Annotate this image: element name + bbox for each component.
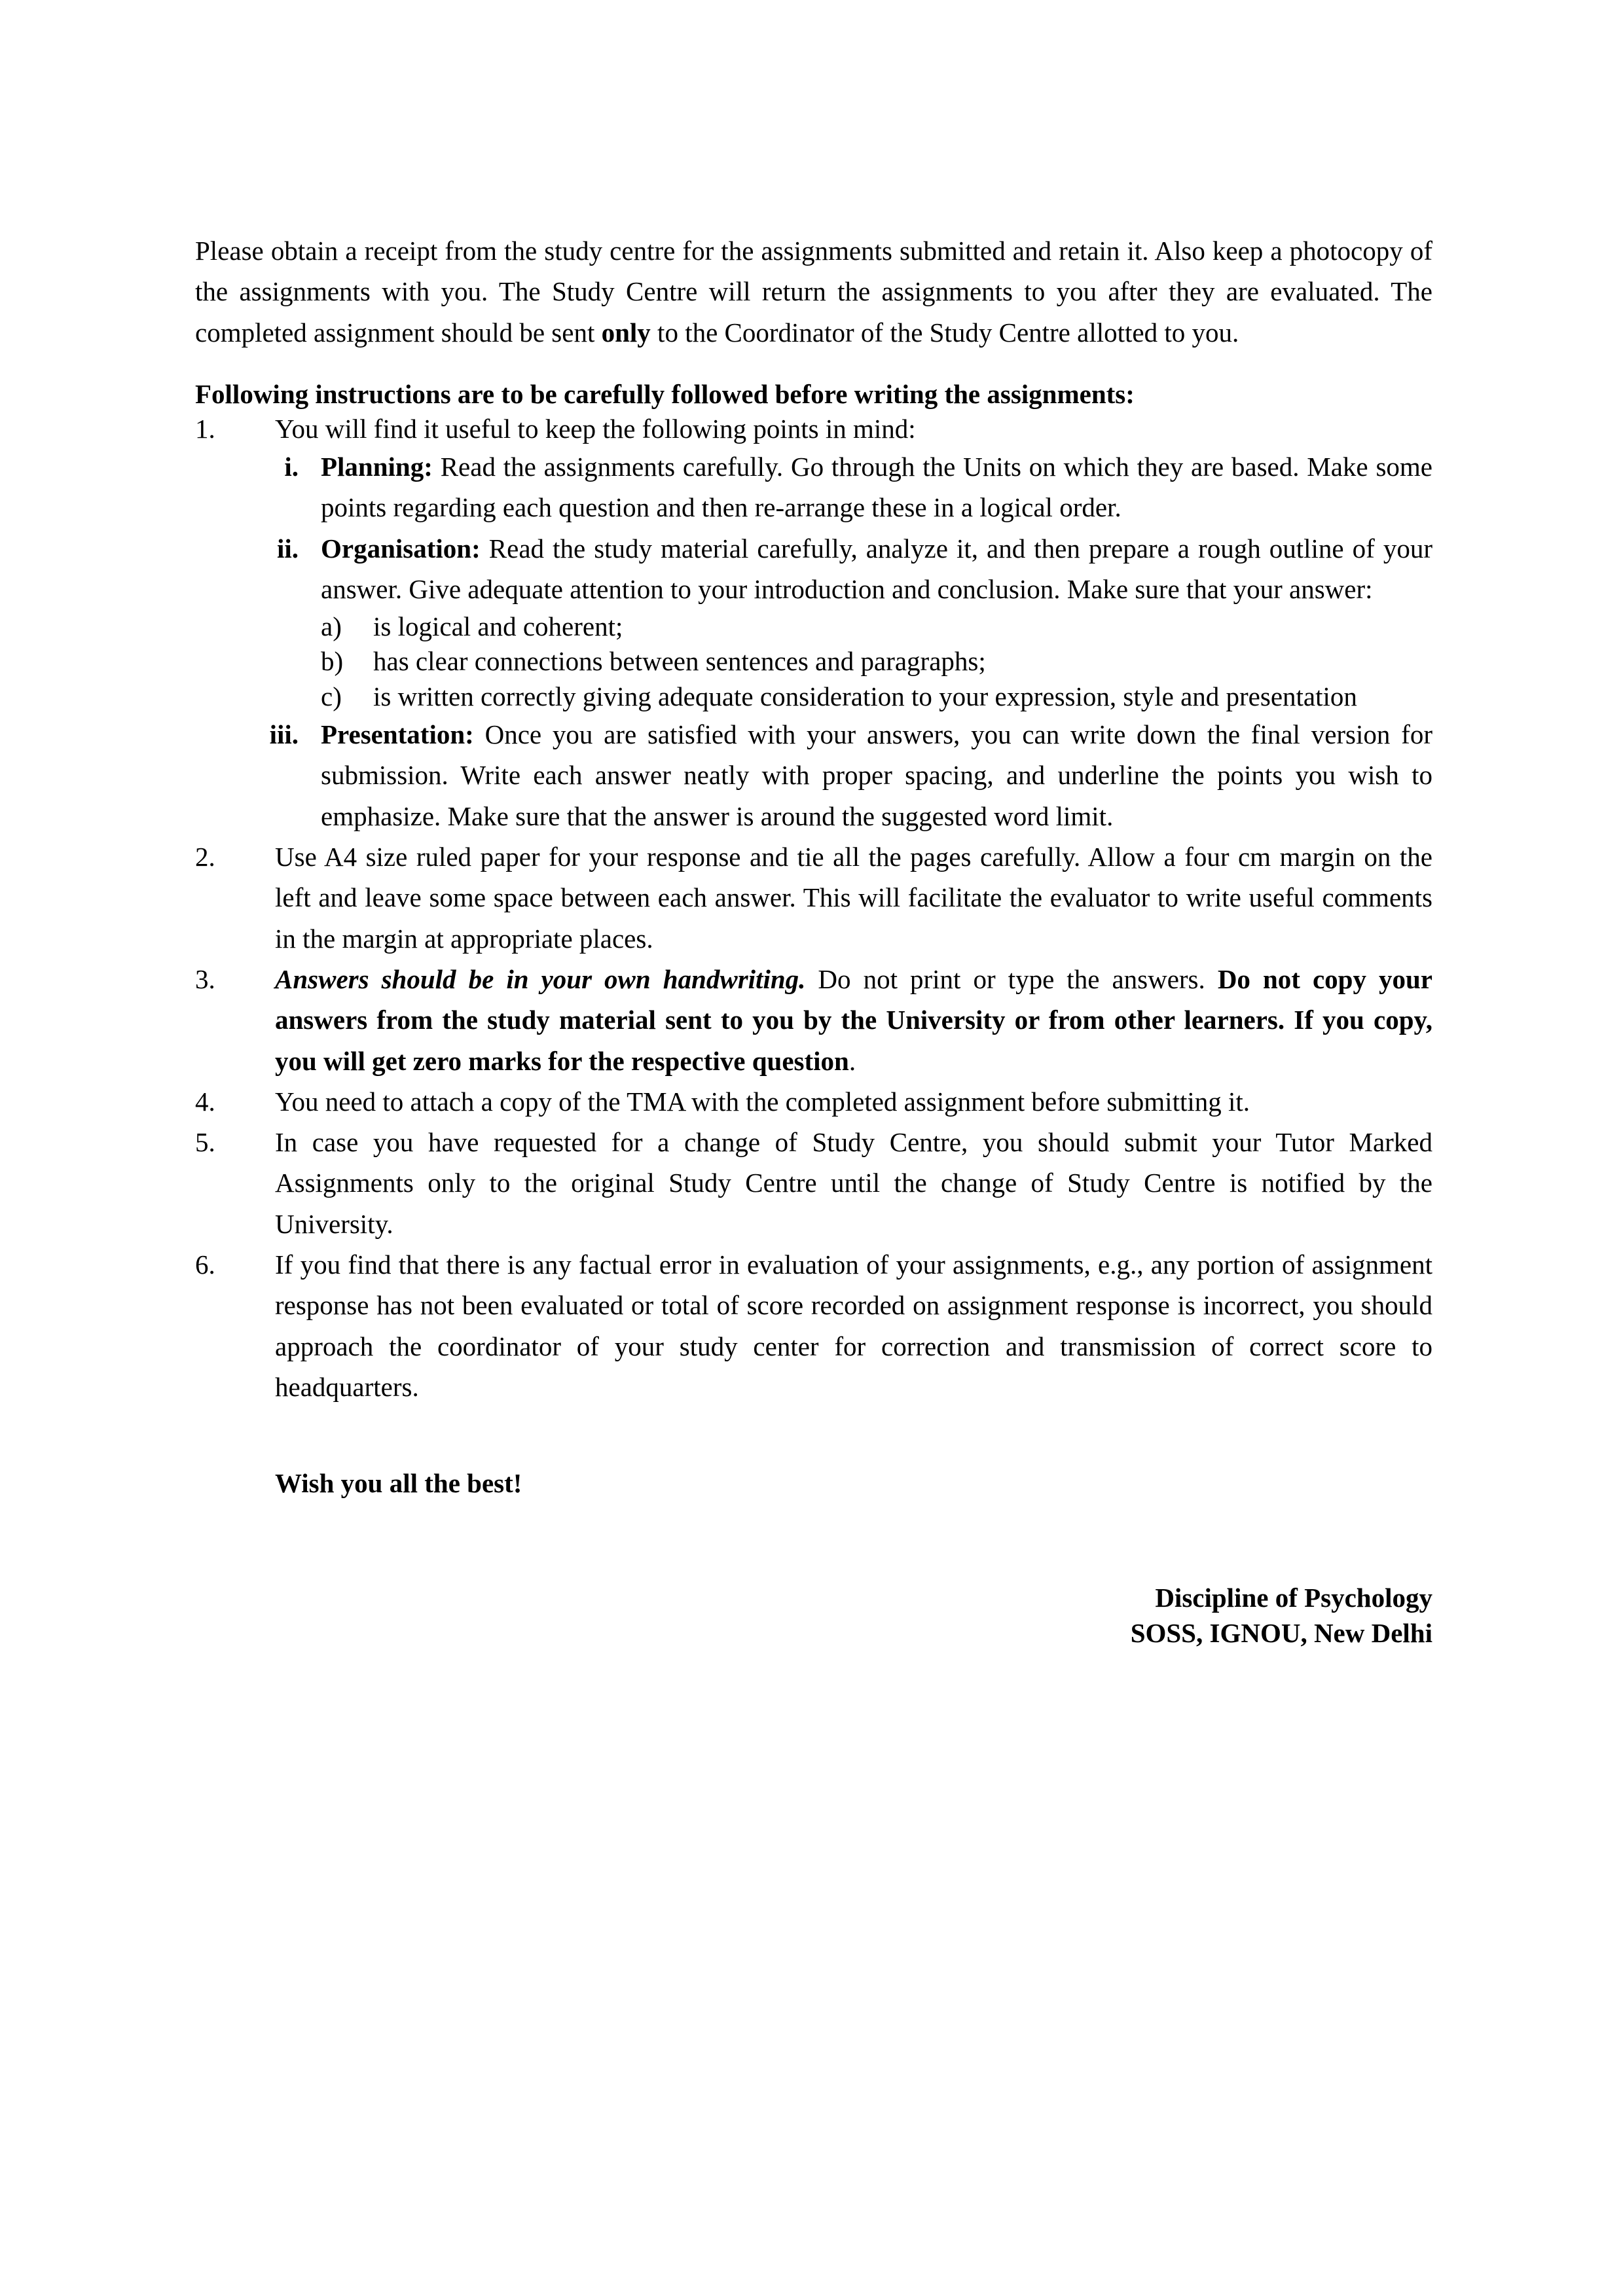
sub-item-lead: Organisation: xyxy=(321,533,481,564)
alpha-sublist xyxy=(195,609,1432,714)
list-item-text: has clear connections between sentences and paragraphs; xyxy=(373,646,986,677)
list-marker: 3. xyxy=(195,963,215,994)
list-item-text-end: . xyxy=(848,1045,856,1076)
list-item xyxy=(195,1244,1432,1407)
list-item-text: is written correctly giving adequate consideration to your expression, style and presentation xyxy=(373,681,1357,711)
list-item-text: is logical and coherent; xyxy=(373,611,623,642)
list-marker: iii. xyxy=(269,719,299,750)
sub-item-lead: Planning: xyxy=(321,451,433,482)
handwriting-emphasis: Answers should be in your own handwriting. xyxy=(275,963,806,994)
list-marker: 6. xyxy=(195,1249,215,1280)
list-item xyxy=(195,528,1432,610)
list-item-text: Once you are satisfied with your answers, you can write down the final version for submission. Write each answer neatly with proper spacing, and underline the points you wish to emphasize. Make sure that the answer is around the suggested word limit. xyxy=(321,719,1432,831)
sub-item-lead: Presentation: xyxy=(321,719,474,750)
list-item-text: If you find that there is any factual error in evaluation of your assignments, e.g., any portion of assignment response has not been evaluated or total of score recorded on assignment response is incorrect, you should approach the coordinator of your study center for correction and transmission of correct score to headquarters. xyxy=(275,1249,1432,1403)
list-item-text: Read the assignments carefully. Go through the Units on which they are based. Make some points regarding each question and then re-arrange these in a logical order. xyxy=(321,451,1432,523)
instructions-heading: Following instructions are to be carefully followed before writing the assignments: xyxy=(195,378,1135,409)
list-marker: ii. xyxy=(276,533,299,564)
list-item-text: In case you have requested for a change of Study Centre, you should submit your Tutor Marked Assignments only to the original Study Centre until the change of Study Centre is notified by the University. xyxy=(275,1127,1432,1239)
list-marker: a) xyxy=(321,611,342,642)
list-item-text: You will find it useful to keep the following points in mind: xyxy=(275,413,916,444)
signature-block xyxy=(195,1580,1432,1651)
list-item xyxy=(195,446,1432,528)
list-item xyxy=(195,836,1432,959)
intro-text-part1: Please obtain a receipt from the study centre for the assignments submitted and retain it. Also keep a photocopy of the assignments with you. The Study Centre will return the assignments to you after they are evaluated. The completed assignment should be sent xyxy=(195,236,1432,348)
roman-sublist xyxy=(195,446,1432,836)
list-item xyxy=(195,609,1432,644)
list-item xyxy=(195,959,1432,1081)
list-marker: i. xyxy=(284,451,299,482)
list-item xyxy=(195,412,1432,446)
list-marker: 1. xyxy=(195,413,215,444)
list-item-text: Use A4 size ruled paper for your response and tie all the pages carefully. Allow a four cm margin on the left and leave some space between each answer. This will facilitate the evaluator to write useful comments in the margin at appropriate places. xyxy=(275,841,1432,954)
list-marker: c) xyxy=(321,681,342,711)
list-item xyxy=(195,679,1432,714)
list-marker: 5. xyxy=(195,1127,215,1158)
no-copy-warning: Do not copy your answers from the study material sent to you by the University or from other learners. If you copy, you will get zero marks for the respective question xyxy=(275,963,1432,1076)
list-item xyxy=(195,1122,1432,1244)
intro-emphasis-only: only xyxy=(601,317,651,348)
list-marker: 4. xyxy=(195,1086,215,1117)
list-item-text: Do not print or type the answers. xyxy=(805,963,1218,994)
closing-wish: Wish you all the best! xyxy=(275,1468,522,1499)
document-body xyxy=(195,230,1432,1651)
list-item xyxy=(195,1081,1432,1122)
intro-text-part2: to the Coordinator of the Study Centre allotted to you. xyxy=(650,317,1239,348)
list-marker: 2. xyxy=(195,841,215,872)
signature-department: Discipline of Psychology xyxy=(1155,1582,1432,1613)
list-marker: b) xyxy=(321,646,344,677)
intro-paragraph xyxy=(195,230,1432,353)
list-item xyxy=(195,644,1432,679)
list-item xyxy=(195,714,1432,836)
signature-institution: SOSS, IGNOU, New Delhi xyxy=(1130,1617,1432,1648)
list-item-text: You need to attach a copy of the TMA with the completed assignment before submitting it. xyxy=(275,1086,1250,1117)
list-item-text: Read the study material carefully, analyze it, and then prepare a rough outline of your answer. Give adequate attention to your introduction and conclusion. Make sure that your answer: xyxy=(321,533,1432,604)
